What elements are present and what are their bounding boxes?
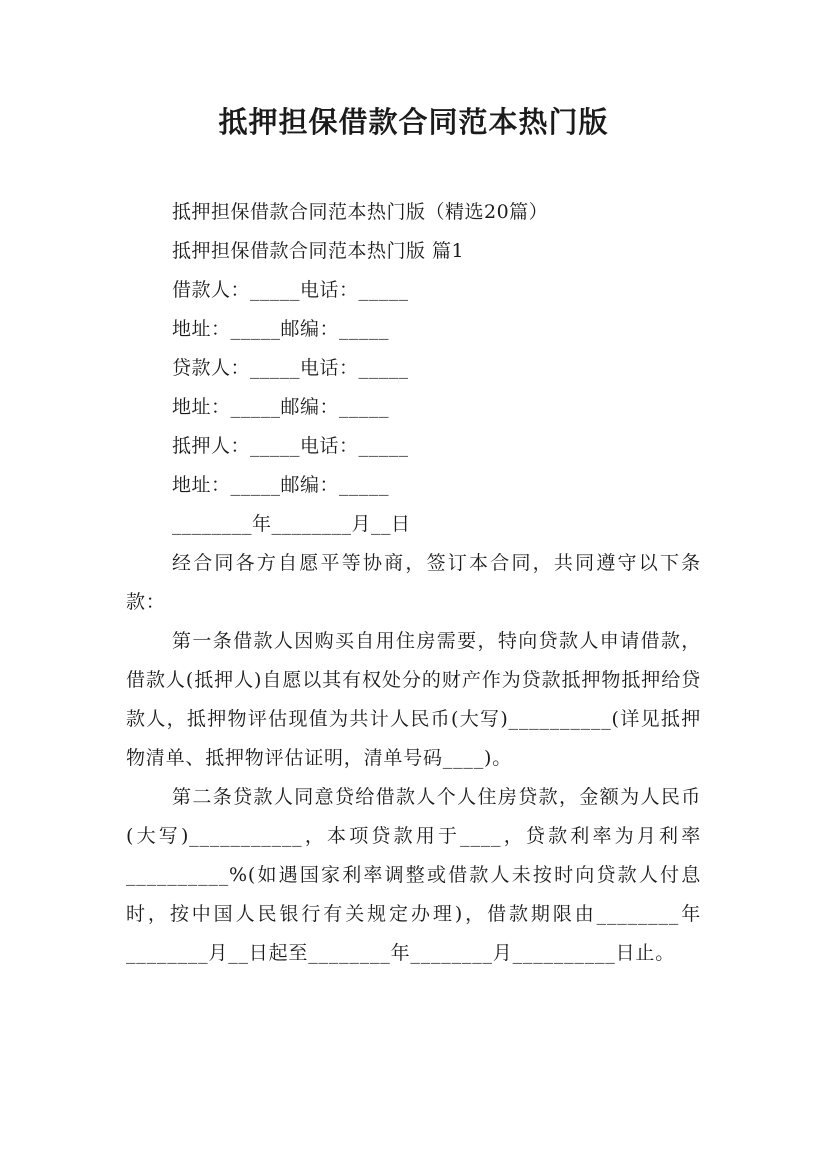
article-2-paragraph: 第二条贷款人同意贷给借款人个人住房贷款，金额为人民币(大写)___________，本项贷款用于____，贷款利率为月利率__________%(如遇国家利率调整或借款人未按时向贷款人付息时，按中国人民银行有关规定办理)，借款期限由________年________月__日起至________年________月__________日止。 <box>126 786 701 964</box>
intro-paragraph: 经合同各方自愿平等协商，签订本合同，共同遵守以下条款： <box>126 552 701 613</box>
borrower-address-line: 地址：_____邮编：_____ <box>172 318 390 340</box>
date-line: ________年________月__日 <box>172 513 411 535</box>
mortgagor-line: 抵押人：_____电话：_____ <box>172 435 409 457</box>
article-1-paragraph: 第一条借款人因购买自用住房需要，特向贷款人申请借款，借款人(抵押人)自愿以其有权处分的财产作为贷款抵押物抵押给贷款人，抵押物评估现值为共计人民币(大写)__________(详见抵押物清单、抵押物评估证明，清单号码____)。 <box>126 630 701 769</box>
lender-address-line: 地址：_____邮编：_____ <box>172 396 390 418</box>
subtitle-line: 抵押担保借款合同范本热门版（精选20篇） <box>172 201 549 223</box>
document-body <box>126 193 701 973</box>
lender-line: 贷款人：_____电话：_____ <box>172 357 409 379</box>
document-title: 抵押担保借款合同范本热门版 <box>218 105 609 139</box>
mortgagor-address-line: 地址：_____邮编：_____ <box>172 474 390 496</box>
section-heading: 抵押担保借款合同范本热门版 篇1 <box>172 240 465 262</box>
borrower-line: 借款人：_____电话：_____ <box>172 279 409 301</box>
